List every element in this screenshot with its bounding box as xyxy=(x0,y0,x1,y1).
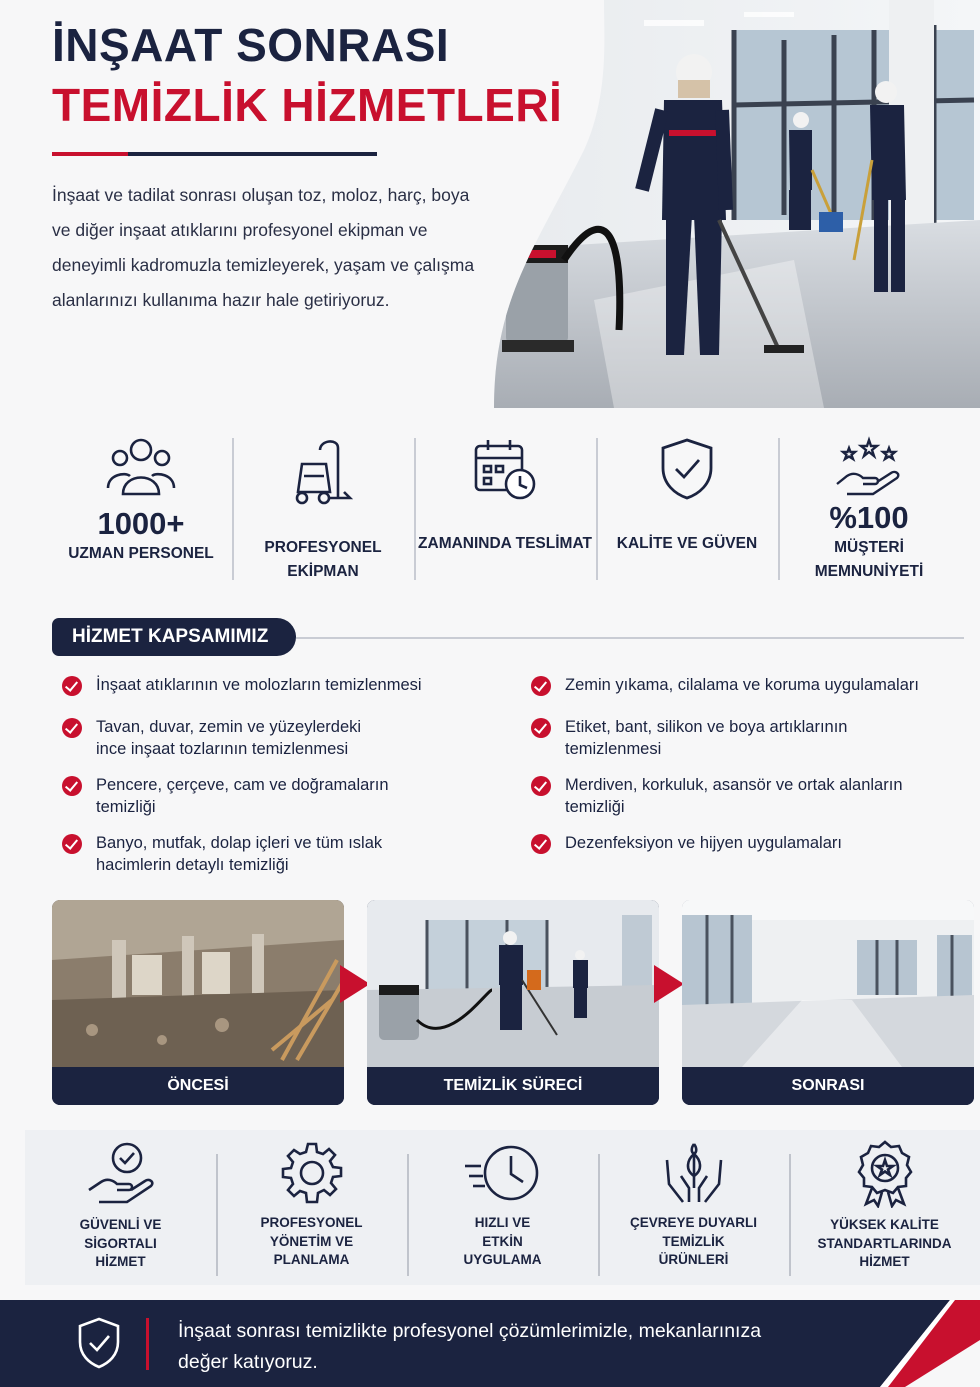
stat-label: PROFESYONEL EKİPMAN xyxy=(264,539,382,580)
page-title-line2: TEMİZLİK HİZMETLERİ xyxy=(52,79,563,131)
check-circle-icon xyxy=(62,676,82,696)
stat-personnel xyxy=(50,428,232,603)
feature-label: YÜKSEK KALİTE STANDARTLARINDA HİZMET xyxy=(817,1217,952,1269)
stat-value: %100 xyxy=(829,500,909,535)
scope-list-left xyxy=(62,674,482,876)
panel-caption: TEMİZLİK SÜRECİ xyxy=(367,1067,659,1105)
list-item: Pencere, çerçeve, cam ve doğramaların temizliği xyxy=(62,774,482,818)
feature-label: HIZLI VE ETKİN UYGULAMA xyxy=(463,1215,542,1267)
list-item: Tavan, duvar, zemin ve yüzeylerdeki ince inşaat tozlarının temizlenmesi xyxy=(62,716,482,760)
list-item: Banyo, mutfak, dolap içleri ve tüm ıslak hacimlerin detaylı temizliği xyxy=(62,832,482,876)
intro-text: İnşaat ve tadilat sonrası oluşan toz, moloz, harç, boya ve diğer inşaat atıklarını profesyonel ekipman ve deneyimli kadromuzla temizleyerek, yaşam ve çalışma alanlarınızı kullanıma hazır hale getiriyoruz. xyxy=(52,185,475,310)
after-photo xyxy=(682,900,974,1067)
panel-caption: SONRASI xyxy=(682,1067,974,1105)
calendar-clock-icon xyxy=(472,436,538,502)
page-title-line1: İNŞAAT SONRASI xyxy=(52,19,450,71)
check-circle-icon xyxy=(62,718,82,738)
features-row xyxy=(25,1140,980,1280)
process-photo xyxy=(367,900,659,1067)
shield-check-icon xyxy=(657,436,717,502)
before-panel xyxy=(52,900,344,1105)
list-item: Merdiven, korkuluk, asansör ve ortak alanların temizliği xyxy=(531,774,951,818)
gear-icon xyxy=(279,1140,345,1206)
award-badge-icon xyxy=(854,1140,916,1208)
vacuum-cleaner-icon xyxy=(290,436,356,506)
list-item: İnşaat atıklarının ve molozların temizlenmesi xyxy=(62,674,482,696)
check-circle-icon xyxy=(531,834,551,854)
hand-check-icon xyxy=(85,1140,157,1208)
stat-label: MÜŞTERİ MEMNUNİYETİ xyxy=(814,539,924,580)
arrow-right-icon xyxy=(654,965,684,1003)
stat-delivery xyxy=(414,428,596,603)
scope-heading: HİZMET KAPSAMIMIZ xyxy=(52,618,296,656)
feature-eco xyxy=(598,1140,789,1280)
panel-caption: ÖNCESİ xyxy=(52,1067,344,1105)
check-circle-icon xyxy=(62,776,82,796)
footer-banner xyxy=(0,1300,980,1387)
list-item: Zemin yıkama, cilalama ve koruma uygulamaları xyxy=(531,674,951,696)
stat-label: ZAMANINDA TESLİMAT xyxy=(418,535,592,552)
list-item: Etiket, bant, silikon ve boya artıklarının temizlenmesi xyxy=(531,716,951,760)
stat-quality xyxy=(596,428,778,603)
list-item: Dezenfeksiyon ve hijyen uygulamaları xyxy=(531,832,951,854)
shield-check-icon xyxy=(76,1316,122,1370)
stat-label: KALİTE VE GÜVEN xyxy=(616,535,758,552)
people-icon xyxy=(106,436,176,498)
feature-label: ÇEVREYE DUYARLI TEMİZLİK ÜRÜNLERİ xyxy=(629,1215,758,1267)
stat-equipment xyxy=(232,428,414,603)
feature-secure xyxy=(25,1140,216,1280)
stat-satisfaction xyxy=(778,428,960,603)
hero-section xyxy=(0,0,980,410)
check-circle-icon xyxy=(62,834,82,854)
check-circle-icon xyxy=(531,718,551,738)
arrow-right-icon xyxy=(340,965,370,1003)
check-circle-icon xyxy=(531,676,551,696)
hand-stars-icon xyxy=(833,436,905,500)
feature-quality xyxy=(789,1140,980,1280)
check-circle-icon xyxy=(531,776,551,796)
fast-clock-icon xyxy=(463,1140,543,1206)
feature-management xyxy=(216,1140,407,1280)
scope-divider xyxy=(296,637,964,639)
stats-row xyxy=(50,428,960,603)
feature-fast xyxy=(407,1140,598,1280)
title-underline xyxy=(52,152,377,156)
feature-label: GÜVENLİ VE SİGORTALI HİZMET xyxy=(79,1217,162,1269)
stat-value: 1000+ xyxy=(97,506,185,541)
after-panel xyxy=(682,900,974,1105)
process-panel xyxy=(367,900,659,1105)
before-photo xyxy=(52,900,344,1067)
cleaning-crew-photo xyxy=(494,0,980,408)
feature-label: PROFESYONEL YÖNETİM VE PLANLAMA xyxy=(260,1215,363,1267)
hands-leaf-icon xyxy=(661,1140,727,1206)
scope-list-right xyxy=(531,674,951,854)
stat-label: UZMAN PERSONEL xyxy=(68,545,214,562)
footer-message: İnşaat sonrası temizlikte profesyonel çözümlerimizle, mekanlarınıza değer katıyoruz. xyxy=(178,1320,762,1373)
